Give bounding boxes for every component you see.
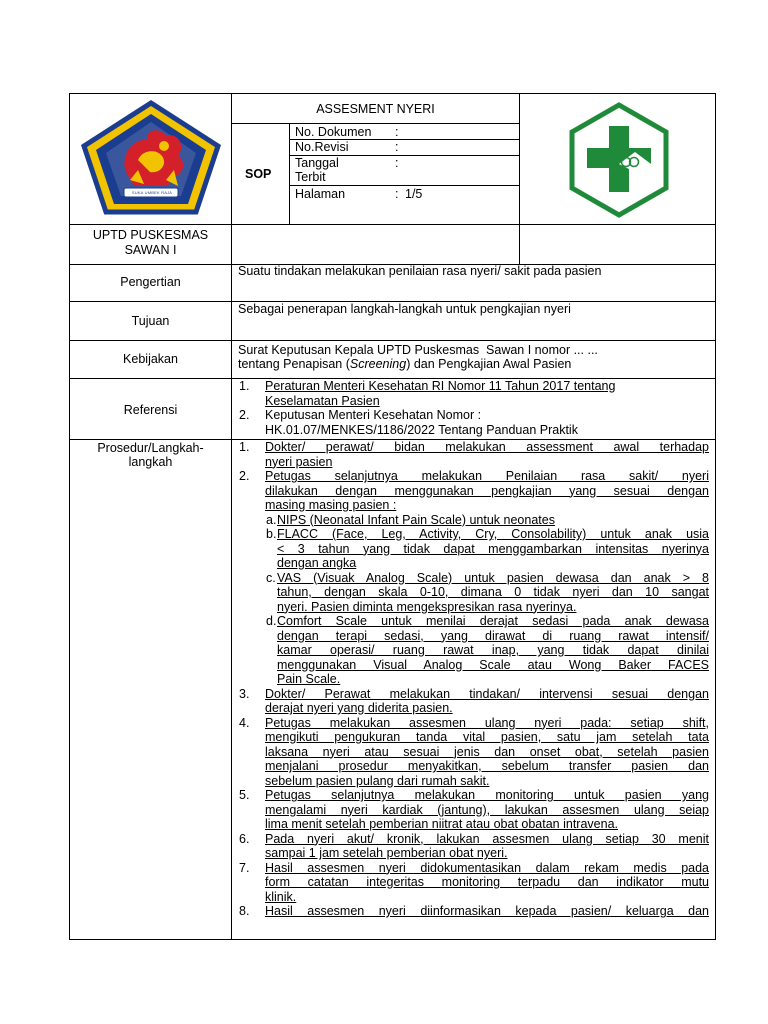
- list-number: 4.: [239, 715, 250, 730]
- list-number: 1.: [239, 440, 250, 454]
- meta-line-3: [289, 185, 520, 186]
- list-number: b.: [266, 527, 277, 541]
- list-line: tahun, dengan skala 0-10, dimana 0 tidak nyeri dan 10 sangat: [277, 585, 709, 599]
- list-line: nyeri pasien: [265, 454, 333, 469]
- label-column-divider: [231, 224, 232, 940]
- list-line: NIPS (Neonatal Infant Pain Scale) untuk neonates: [277, 512, 555, 527]
- list-item: [238, 788, 709, 832]
- meta-issue-date-label-2: Terbit: [295, 170, 326, 184]
- list-line: kamar operasi/ ruang rawat inap, yang tidak dapat dinilai: [277, 643, 709, 657]
- sop-label: SOP: [245, 167, 272, 181]
- list-line: mengalami nyeri kardiak (jantung), lakukan assesmen ulang seiap: [265, 802, 709, 817]
- list-line: Petugas selanjutnya melakukan Penilaian rasa sakit/ nyeri: [265, 469, 709, 483]
- org-name-line1: UPTD PUSKESMAS: [92, 228, 209, 242]
- list-line: sampai 1 jam setelah pemberian obat nyeri.: [265, 846, 508, 860]
- meta-page-value: 1/5: [405, 187, 423, 201]
- list-number: 6.: [239, 831, 250, 846]
- kebijakan-text-a: tentang Penapisan (: [238, 357, 350, 371]
- list-line: derajat nyeri yang diderita pasien.: [265, 701, 453, 715]
- emblem-motto: SUKA UMBEK RAJA: [131, 190, 173, 195]
- list-line: klinik.: [265, 889, 297, 904]
- health-cross-icon: [567, 102, 671, 218]
- sub-list-item: [238, 614, 709, 687]
- list-line: menjalani prosedur menyakitkan, sebelum transfer pasien dan: [265, 759, 709, 773]
- header-bottom-line: [70, 224, 715, 225]
- list-line: Petugas melakukan assesmen ulang nyeri pada: setiap shift,: [265, 715, 709, 730]
- list-item: [238, 861, 709, 905]
- list-number: 1.: [239, 379, 250, 393]
- puskesmas-logo: [567, 102, 671, 218]
- meta-doc-number-sep: :: [395, 125, 399, 139]
- list-line: Peraturan Menteri Kesehatan RI Nomor 11 Tahun 2017 tentang: [265, 379, 616, 393]
- list-line: Dokter/ perawat/ bidan melakukan assessment awal terhadap: [265, 440, 709, 454]
- list-number: 8.: [239, 904, 250, 918]
- meta-issue-date-sep: :: [395, 156, 399, 170]
- list-line: Keselamatan Pasien: [265, 393, 380, 408]
- list-number: 2.: [239, 469, 250, 483]
- org-name-line2: SAWAN I: [124, 243, 177, 257]
- document-title: ASSESMENT NYERI: [316, 102, 435, 116]
- list-number: 2.: [239, 408, 250, 422]
- list-line: Petugas selanjutnya melakukan monitoring untuk pasien yang: [265, 788, 709, 802]
- list-line: dengan angka: [277, 556, 357, 570]
- list-line: menggunakan Visual Analog Scale atau Wong Baker FACES: [277, 657, 709, 672]
- list-number: a.: [266, 512, 277, 527]
- list-item: [238, 687, 709, 716]
- list-line: sebelum pasien pulang dari rumah sakit.: [265, 773, 490, 788]
- row-label-pengertian: Pengertian: [120, 275, 181, 289]
- list-number: 5.: [239, 788, 250, 802]
- list-line: Comfort Scale untuk menilai derajat sedasi pada anak dewasa: [277, 614, 709, 628]
- list-line: Pada nyeri akut/ kronik, lakukan assesmen ulang setiap 30 menit: [265, 831, 709, 846]
- list-item: [238, 440, 709, 469]
- row-label-kebijakan: Kebijakan: [123, 352, 178, 366]
- list-item: [238, 379, 708, 408]
- kebijakan-text-c: ) dan Pengkajian Awal Pasien: [406, 357, 572, 371]
- sub-list-item: [238, 513, 709, 528]
- meta-page-label: Halaman: [295, 187, 346, 201]
- prosedur-list: [238, 440, 709, 919]
- list-line: lima menit setelah pemberian niitrat atau obat obatan intravena.: [265, 817, 618, 831]
- list-number: 3.: [239, 686, 250, 701]
- list-line: mengikuti pengukuran tanda vital pasien, satu jam setelah tata: [265, 730, 709, 744]
- list-line: laksana nyeri atau sesuai jenis dan onset obat, setelah pasien: [265, 744, 709, 759]
- meta-revision-label: No.Revisi: [295, 140, 349, 154]
- list-item: [238, 716, 709, 789]
- row-label-prosedur-line1: Prosedur/Langkah-: [97, 441, 204, 455]
- list-item: [238, 408, 708, 437]
- row-line-tujuan: [70, 340, 715, 341]
- list-line: masing masing pasien :: [265, 498, 397, 512]
- row-label-referensi: Referensi: [123, 403, 178, 417]
- list-line: Keputusan Menteri Kesehatan Nomor :: [265, 408, 482, 422]
- list-item: [238, 469, 709, 513]
- list-line: form catatan integeritas monitoring terpadu dan indikator mutu: [265, 875, 709, 889]
- list-line: < 3 tahun yang tidak dapat menggambarkan intensitas nyerinya: [277, 541, 709, 556]
- regency-emblem-icon: [78, 100, 224, 218]
- meta-revision-sep: :: [395, 140, 399, 154]
- sub-list-item: [238, 527, 709, 571]
- list-item: [238, 904, 709, 919]
- list-number: c.: [266, 570, 276, 585]
- list-line: Pain Scale.: [277, 672, 341, 686]
- list-line: VAS (Visuak Analog Scale) untuk pasien dewasa dan anak > 8: [277, 570, 709, 585]
- list-line: Dokter/ Perawat melakukan tindakan/ intervensi sesuai dengan: [265, 686, 709, 701]
- list-line: dilakukan dengan menggunakan pengkajian yang sesuai dengan: [265, 483, 709, 498]
- regency-logo: [78, 100, 224, 218]
- list-line: nyeri. Pasien diminta mengekspresikan rasa nyerinya.: [277, 599, 577, 614]
- title-bottom-line: [231, 123, 520, 124]
- list-line: Hasil assesmen nyeri didokumentasikan dalam rekam medis pada: [265, 860, 709, 875]
- row-text-tujuan: Sebagai penerapan langkah-langkah untuk pengkajian nyeri: [238, 302, 571, 316]
- list-line: Hasil assesmen nyeri diinformasikan kepada pasien/ keluarga dan: [265, 904, 709, 918]
- referensi-list: [238, 379, 708, 437]
- row-text-kebijakan-line2: [238, 357, 571, 372]
- list-number: d.: [266, 614, 277, 628]
- kebijakan-text-screening: Screening: [349, 357, 407, 371]
- header-right-divider: [519, 94, 520, 265]
- row-text-kebijakan-line1: Surat Keputusan Kepala UPTD Puskesmas Sawan I nomor ... ...: [238, 343, 598, 357]
- row-label-prosedur-line2: langkah: [128, 455, 173, 469]
- meta-issue-date-label-1: Tanggal: [295, 156, 339, 170]
- list-item: [238, 832, 709, 861]
- sub-list-item: [238, 571, 709, 615]
- meta-doc-number-label: No. Dokumen: [295, 125, 372, 139]
- row-text-pengertian: Suatu tindakan melakukan penilaian rasa nyeri/ sakit pada pasien: [238, 264, 602, 278]
- meta-page-sep: :: [395, 187, 399, 201]
- list-line: HK.01.07/MENKES/1186/2022 Tentang Panduan Praktik: [265, 422, 578, 437]
- row-label-tujuan: Tujuan: [131, 314, 170, 328]
- list-line: FLACC (Face, Leg, Activity, Cry, Consolability) untuk anak usia: [277, 527, 709, 541]
- list-line: dengan terapi sedasi, yang dirawat di ruang rawat intensif/: [277, 628, 709, 643]
- list-number: 7.: [239, 860, 250, 875]
- sop-document: [69, 93, 716, 940]
